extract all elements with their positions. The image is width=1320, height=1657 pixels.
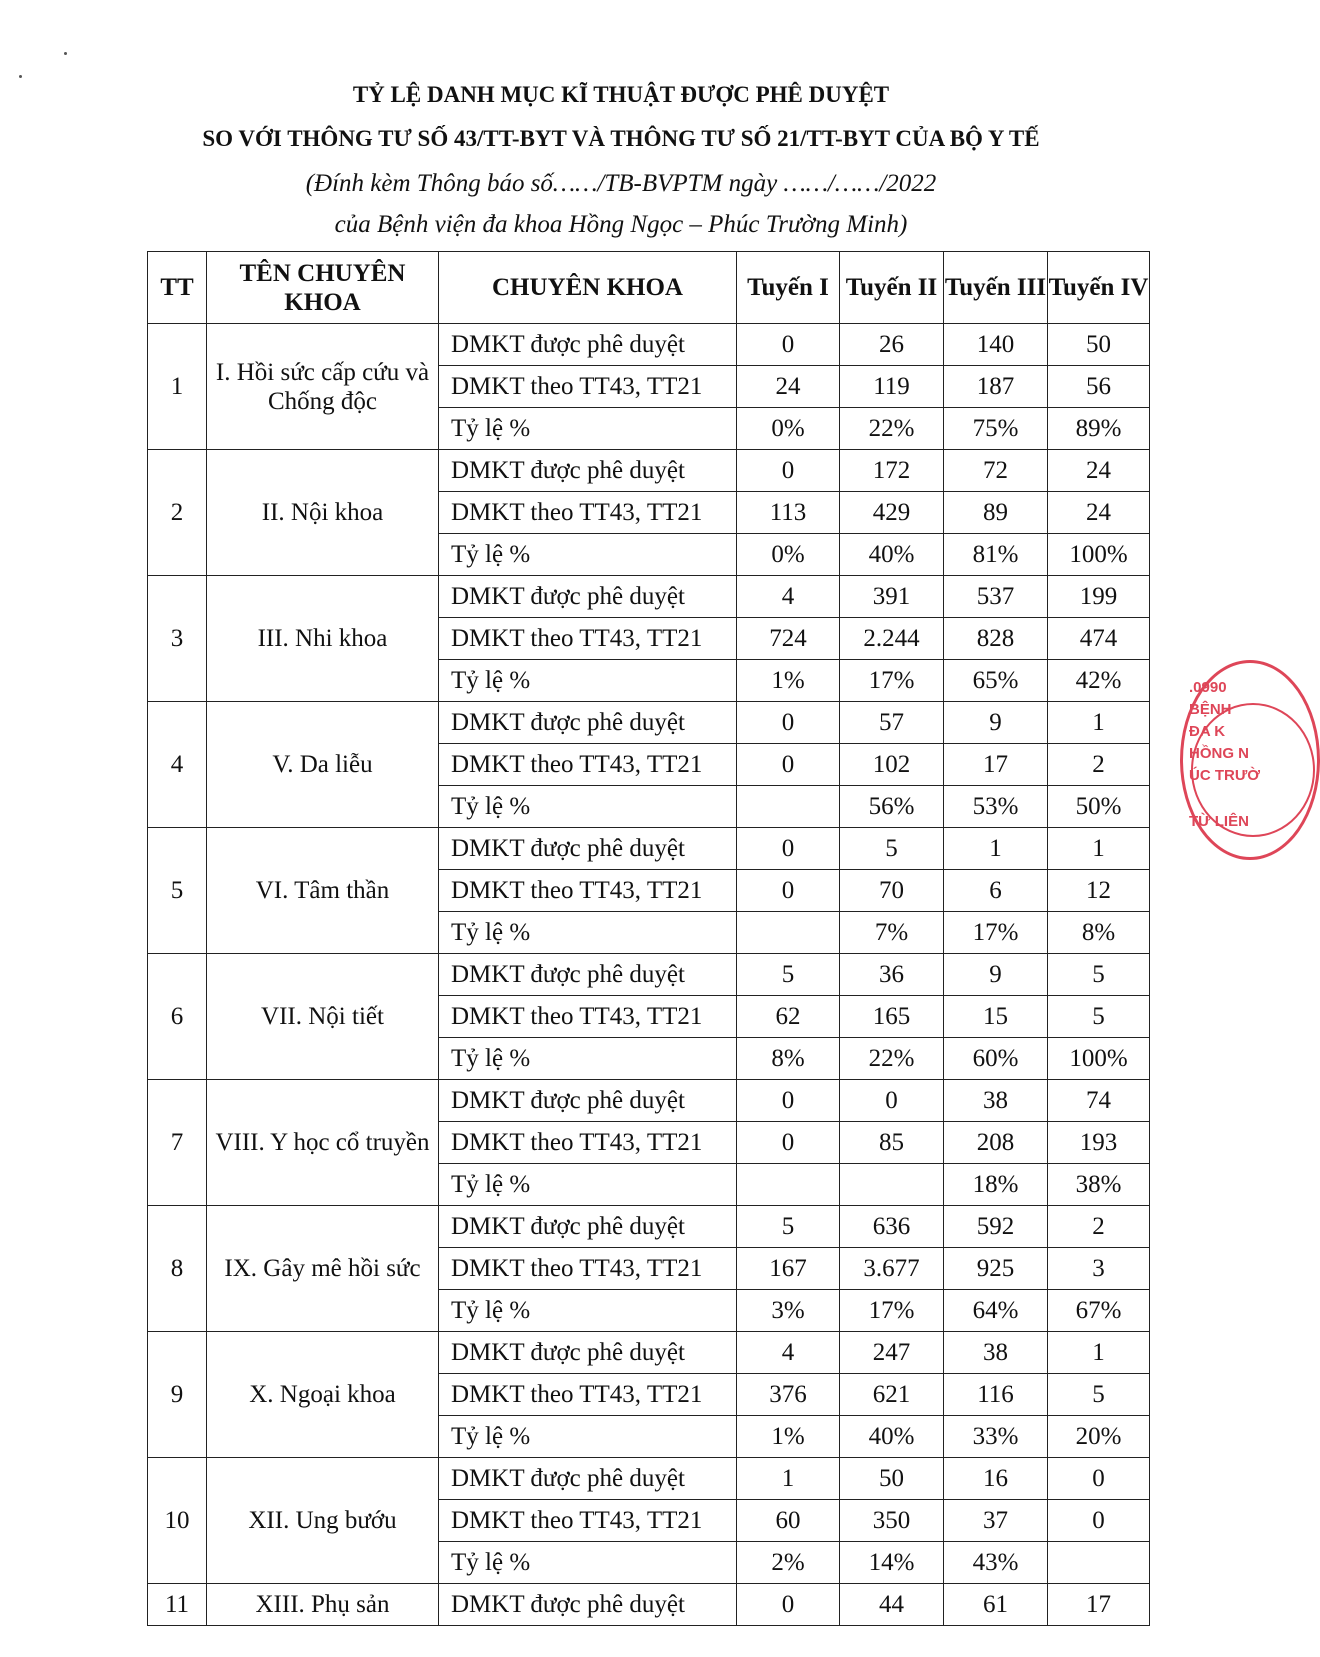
tuyen-3-value: 89	[944, 492, 1048, 534]
stamp-text: .0990	[1189, 679, 1227, 696]
tuyen-1-value: 376	[737, 1374, 840, 1416]
tuyen-3-value: 17	[944, 744, 1048, 786]
tuyen-2-value: 44	[840, 1584, 944, 1626]
row-category: DMKT theo TT43, TT21	[439, 1500, 737, 1542]
stamp-text: TỪ LIÊN	[1189, 813, 1249, 830]
tuyen-1-value: 113	[737, 492, 840, 534]
row-category: DMKT theo TT43, TT21	[439, 618, 737, 660]
tuyen-4-value: 8%	[1048, 912, 1150, 954]
tuyen-1-value: 8%	[737, 1038, 840, 1080]
tuyen-2-value: 0	[840, 1080, 944, 1122]
tuyen-4-value: 12	[1048, 870, 1150, 912]
tuyen-2-value: 621	[840, 1374, 944, 1416]
table-row	[148, 1080, 1150, 1122]
row-number: 9	[148, 1332, 207, 1458]
tuyen-4-value: 38%	[1048, 1164, 1150, 1206]
table-header-row	[148, 252, 1150, 324]
tuyen-3-value: 81%	[944, 534, 1048, 576]
table-row	[148, 576, 1150, 618]
row-number: 5	[148, 828, 207, 954]
row-category: Tỷ lệ %	[439, 912, 737, 954]
tuyen-1-value	[737, 786, 840, 828]
specialty-name: III. Nhi khoa	[207, 576, 439, 702]
tuyen-1-value: 0%	[737, 534, 840, 576]
tuyen-2-value: 85	[840, 1122, 944, 1164]
tuyen-4-value: 89%	[1048, 408, 1150, 450]
tuyen-2-value: 119	[840, 366, 944, 408]
specialty-name: X. Ngoại khoa	[207, 1332, 439, 1458]
row-category: DMKT theo TT43, TT21	[439, 744, 737, 786]
stamp-text: ĐA K	[1189, 723, 1226, 740]
tuyen-4-value: 1	[1048, 828, 1150, 870]
header-tuyen-2: Tuyến II	[840, 252, 944, 324]
tuyen-3-value: 592	[944, 1206, 1048, 1248]
row-category: DMKT theo TT43, TT21	[439, 996, 737, 1038]
stamp-text: BỆNH	[1189, 701, 1232, 718]
row-category: Tỷ lệ %	[439, 1164, 737, 1206]
tuyen-1-value: 0	[737, 324, 840, 366]
row-category: Tỷ lệ %	[439, 1290, 737, 1332]
stamp-text: ÚC TRƯỜ	[1189, 767, 1261, 784]
table-row	[148, 1458, 1150, 1500]
tuyen-3-value: 17%	[944, 912, 1048, 954]
tuyen-2-value: 391	[840, 576, 944, 618]
tuyen-1-value: 1%	[737, 1416, 840, 1458]
specialty-name: VII. Nội tiết	[207, 954, 439, 1080]
table-row	[148, 324, 1150, 366]
row-category: DMKT theo TT43, TT21	[439, 492, 737, 534]
table-row	[148, 1206, 1150, 1248]
tuyen-2-value: 56%	[840, 786, 944, 828]
document-subtitle: SO VỚI THÔNG TƯ SỐ 43/TT-BYT VÀ THÔNG TƯ SỐ 21/TT-BYT CỦA BỘ Y TẾ	[202, 126, 1040, 151]
tuyen-3-value: 828	[944, 618, 1048, 660]
tuyen-2-value: 350	[840, 1500, 944, 1542]
tuyen-3-value: 60%	[944, 1038, 1048, 1080]
table-row	[148, 954, 1150, 996]
tuyen-3-value: 75%	[944, 408, 1048, 450]
row-category: DMKT theo TT43, TT21	[439, 1248, 737, 1290]
tuyen-3-value: 43%	[944, 1542, 1048, 1584]
tuyen-2-value: 14%	[840, 1542, 944, 1584]
tuyen-3-value: 38	[944, 1080, 1048, 1122]
tuyen-1-value: 167	[737, 1248, 840, 1290]
row-number: 1	[148, 324, 207, 450]
tuyen-1-value: 0	[737, 1122, 840, 1164]
row-category: DMKT được phê duyệt	[439, 1080, 737, 1122]
tuyen-4-value: 0	[1048, 1458, 1150, 1500]
row-category: DMKT được phê duyệt	[439, 450, 737, 492]
tuyen-4-value: 100%	[1048, 534, 1150, 576]
tuyen-3-value: 18%	[944, 1164, 1048, 1206]
tuyen-4-value	[1048, 1542, 1150, 1584]
tuyen-1-value: 1%	[737, 660, 840, 702]
row-number: 4	[148, 702, 207, 828]
tuyen-4-value: 100%	[1048, 1038, 1150, 1080]
row-category: Tỷ lệ %	[439, 1416, 737, 1458]
tuyen-2-value: 5	[840, 828, 944, 870]
tuyen-2-value: 70	[840, 870, 944, 912]
row-category: DMKT theo TT43, TT21	[439, 1122, 737, 1164]
row-category: DMKT được phê duyệt	[439, 324, 737, 366]
row-category: Tỷ lệ %	[439, 1038, 737, 1080]
tuyen-4-value: 5	[1048, 996, 1150, 1038]
row-category: Tỷ lệ %	[439, 786, 737, 828]
tuyen-3-value: 116	[944, 1374, 1048, 1416]
tuyen-3-value: 16	[944, 1458, 1048, 1500]
tuyen-4-value: 2	[1048, 1206, 1150, 1248]
tuyen-4-value: 50%	[1048, 786, 1150, 828]
tuyen-2-value: 26	[840, 324, 944, 366]
tuyen-1-value	[737, 912, 840, 954]
tuyen-4-value: 74	[1048, 1080, 1150, 1122]
tuyen-4-value: 2	[1048, 744, 1150, 786]
tuyen-2-value: 102	[840, 744, 944, 786]
attachment-note: (Đính kèm Thông báo số……/TB-BVPTM ngày ……/……/2022	[305, 170, 937, 197]
specialty-name: VIII. Y học cổ truyền	[207, 1080, 439, 1206]
tuyen-3-value: 64%	[944, 1290, 1048, 1332]
row-category: DMKT được phê duyệt	[439, 828, 737, 870]
tuyen-4-value: 20%	[1048, 1416, 1150, 1458]
table-row	[148, 1584, 1150, 1626]
row-category: DMKT được phê duyệt	[439, 1584, 737, 1626]
tuyen-3-value: 33%	[944, 1416, 1048, 1458]
row-category: DMKT được phê duyệt	[439, 954, 737, 996]
row-number: 11	[148, 1584, 207, 1626]
row-category: Tỷ lệ %	[439, 660, 737, 702]
specialty-name: XIII. Phụ sản	[207, 1584, 439, 1626]
tuyen-3-value: 537	[944, 576, 1048, 618]
tuyen-1-value: 1	[737, 1458, 840, 1500]
tuyen-2-value: 40%	[840, 534, 944, 576]
tuyen-2-value: 3.677	[840, 1248, 944, 1290]
tuyen-3-value: 925	[944, 1248, 1048, 1290]
tuyen-4-value: 50	[1048, 324, 1150, 366]
tuyen-1-value: 5	[737, 954, 840, 996]
tuyen-1-value: 4	[737, 1332, 840, 1374]
specialty-name: II. Nội khoa	[207, 450, 439, 576]
scan-speck	[64, 52, 67, 55]
header-tuyen-1: Tuyến I	[737, 252, 840, 324]
tuyen-2-value: 7%	[840, 912, 944, 954]
tuyen-1-value: 0	[737, 702, 840, 744]
tuyen-3-value: 9	[944, 954, 1048, 996]
document-title: TỶ LỆ DANH MỤC KĨ THUẬT ĐƯỢC PHÊ DUYỆT	[352, 82, 890, 107]
row-number: 8	[148, 1206, 207, 1332]
tuyen-3-value: 61	[944, 1584, 1048, 1626]
tuyen-2-value: 50	[840, 1458, 944, 1500]
row-category: Tỷ lệ %	[439, 1542, 737, 1584]
tuyen-4-value: 474	[1048, 618, 1150, 660]
tuyen-1-value: 24	[737, 366, 840, 408]
tuyen-1-value: 0%	[737, 408, 840, 450]
table-row	[148, 450, 1150, 492]
tuyen-1-value: 2%	[737, 1542, 840, 1584]
tuyen-2-value: 247	[840, 1332, 944, 1374]
tuyen-4-value: 193	[1048, 1122, 1150, 1164]
header-tuyen-4: Tuyến IV	[1048, 252, 1150, 324]
header-specialty: CHUYÊN KHOA	[439, 252, 737, 324]
specialty-name: VI. Tâm thần	[207, 828, 439, 954]
table-row	[148, 828, 1150, 870]
specialty-name: XII. Ung bướu	[207, 1458, 439, 1584]
tuyen-4-value: 67%	[1048, 1290, 1150, 1332]
tuyen-1-value: 0	[737, 870, 840, 912]
tuyen-4-value: 24	[1048, 492, 1150, 534]
tuyen-2-value: 165	[840, 996, 944, 1038]
specialty-name: I. Hồi sức cấp cứu và Chống độc	[207, 324, 439, 450]
tuyen-2-value: 2.244	[840, 618, 944, 660]
scan-speck	[19, 75, 22, 78]
tuyen-2-value: 429	[840, 492, 944, 534]
row-category: Tỷ lệ %	[439, 534, 737, 576]
tuyen-2-value: 22%	[840, 408, 944, 450]
tuyen-2-value: 22%	[840, 1038, 944, 1080]
tuyen-1-value: 0	[737, 450, 840, 492]
tuyen-2-value	[840, 1164, 944, 1206]
tuyen-2-value: 17%	[840, 660, 944, 702]
tuyen-1-value	[737, 1164, 840, 1206]
header-tt: TT	[148, 252, 207, 324]
tuyen-3-value: 1	[944, 828, 1048, 870]
tuyen-3-value: 140	[944, 324, 1048, 366]
tuyen-4-value: 1	[1048, 702, 1150, 744]
tuyen-3-value: 72	[944, 450, 1048, 492]
row-number: 6	[148, 954, 207, 1080]
tuyen-1-value: 3%	[737, 1290, 840, 1332]
row-category: DMKT được phê duyệt	[439, 702, 737, 744]
official-red-stamp	[1180, 660, 1320, 860]
tuyen-1-value: 60	[737, 1500, 840, 1542]
tuyen-4-value: 0	[1048, 1500, 1150, 1542]
tuyen-1-value: 4	[737, 576, 840, 618]
tuyen-1-value: 0	[737, 828, 840, 870]
specialty-name: V. Da liễu	[207, 702, 439, 828]
header-tuyen-3: Tuyến III	[944, 252, 1048, 324]
tuyen-1-value: 0	[737, 1584, 840, 1626]
tuyen-4-value: 3	[1048, 1248, 1150, 1290]
tuyen-2-value: 172	[840, 450, 944, 492]
tuyen-4-value: 5	[1048, 1374, 1150, 1416]
row-number: 7	[148, 1080, 207, 1206]
row-category: DMKT được phê duyệt	[439, 1458, 737, 1500]
stamp-text: HỒNG N	[1189, 745, 1249, 762]
row-category: Tỷ lệ %	[439, 408, 737, 450]
tuyen-2-value: 36	[840, 954, 944, 996]
tuyen-1-value: 0	[737, 744, 840, 786]
tuyen-1-value: 62	[737, 996, 840, 1038]
tuyen-3-value: 37	[944, 1500, 1048, 1542]
tuyen-4-value: 5	[1048, 954, 1150, 996]
tuyen-4-value: 24	[1048, 450, 1150, 492]
row-number: 3	[148, 576, 207, 702]
tuyen-1-value: 5	[737, 1206, 840, 1248]
specialty-name: IX. Gây mê hồi sức	[207, 1206, 439, 1332]
row-category: DMKT theo TT43, TT21	[439, 870, 737, 912]
tuyen-4-value: 199	[1048, 576, 1150, 618]
tuyen-3-value: 38	[944, 1332, 1048, 1374]
tuyen-3-value: 187	[944, 366, 1048, 408]
tuyen-2-value: 17%	[840, 1290, 944, 1332]
row-number: 2	[148, 450, 207, 576]
hospital-note: của Bệnh viện đa khoa Hồng Ngọc – Phúc Trường Minh)	[334, 211, 908, 238]
row-number: 10	[148, 1458, 207, 1584]
row-category: DMKT theo TT43, TT21	[439, 366, 737, 408]
tuyen-3-value: 15	[944, 996, 1048, 1038]
tuyen-2-value: 57	[840, 702, 944, 744]
row-category: DMKT được phê duyệt	[439, 576, 737, 618]
tuyen-1-value: 0	[737, 1080, 840, 1122]
tuyen-4-value: 42%	[1048, 660, 1150, 702]
tuyen-4-value: 56	[1048, 366, 1150, 408]
tuyen-3-value: 208	[944, 1122, 1048, 1164]
tuyen-2-value: 636	[840, 1206, 944, 1248]
table-row	[148, 702, 1150, 744]
tuyen-3-value: 53%	[944, 786, 1048, 828]
row-category: DMKT được phê duyệt	[439, 1332, 737, 1374]
tuyen-3-value: 6	[944, 870, 1048, 912]
technique-ratio-table	[147, 251, 1150, 1626]
tuyen-2-value: 40%	[840, 1416, 944, 1458]
header-specialty-name: TÊN CHUYÊN KHOA	[207, 252, 439, 324]
tuyen-3-value: 65%	[944, 660, 1048, 702]
tuyen-3-value: 9	[944, 702, 1048, 744]
row-category: DMKT được phê duyệt	[439, 1206, 737, 1248]
tuyen-4-value: 1	[1048, 1332, 1150, 1374]
table-row	[148, 1332, 1150, 1374]
tuyen-1-value: 724	[737, 618, 840, 660]
row-category: DMKT theo TT43, TT21	[439, 1374, 737, 1416]
tuyen-4-value: 17	[1048, 1584, 1150, 1626]
